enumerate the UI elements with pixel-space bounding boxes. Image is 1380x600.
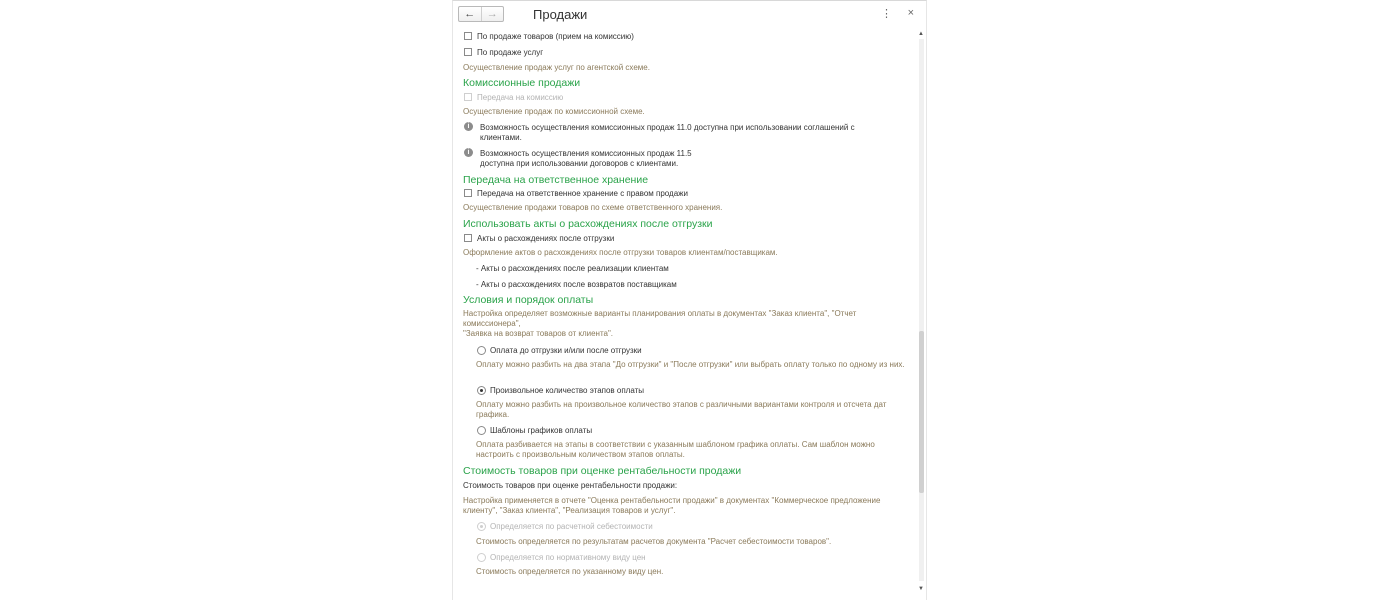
radio-payment-templates-label[interactable]: Шаблоны графиков оплаты: [490, 426, 593, 435]
checkbox-agency-goods[interactable]: [464, 32, 472, 40]
arrow-right-icon: →: [486, 8, 498, 20]
radio-payment-before-after[interactable]: [477, 346, 486, 355]
radio-selected-dot: [480, 389, 483, 392]
payment-description-line2: "Заявка на возврат товаров от клиента".: [463, 329, 614, 338]
checkbox-commission: [464, 93, 472, 101]
navigation-buttons: [458, 6, 504, 22]
commission-description: Осуществление продаж по комиссионной схеме.: [463, 107, 645, 116]
payment-description-line1: Настройка определяет возможные варианты планирования оплаты в документах "Заказ клиента", "Отчет комиссионера",: [463, 309, 857, 328]
scrollbar-thumb[interactable]: [919, 331, 924, 493]
forward-button[interactable]: [481, 7, 504, 21]
discrepancy-sub-1: - Акты о расхождениях после реализации клиентам: [476, 264, 669, 273]
radio-cost-normative: [477, 553, 486, 562]
heading-payment: Условия и порядок оплаты: [463, 294, 594, 306]
radio-cost-calculated: [477, 522, 486, 531]
arrow-left-icon: ←: [464, 8, 476, 20]
radio-cost-normative-description: Стоимость определяется по указанному виду цен.: [476, 567, 664, 576]
checkbox-commission-label: Передача на комиссию: [477, 93, 564, 102]
heading-custody: Передача на ответственное хранение: [463, 174, 649, 186]
page-title: Продажи: [533, 7, 588, 22]
close-icon[interactable]: ×: [907, 7, 914, 19]
radio-cost-calculated-description: Стоимость определяется по результатам расчетов документа "Расчет себестоимости товаров".: [476, 537, 832, 546]
info-icon: i: [464, 148, 473, 157]
radio-payment-arbitrary[interactable]: [477, 386, 486, 395]
checkbox-agency-services[interactable]: [464, 48, 472, 56]
cost-description: Настройка применяется в отчете "Оценка рентабельности продажи" в документах "Коммерческое предложение клиенту", "Заказ клиента", "Реализация товаров и услуг".: [463, 496, 881, 515]
commission-info-1: Возможность осуществления комиссионных продаж 11.0 доступна при использовании соглашений с клиентами.: [480, 123, 855, 142]
scroll-down-arrow-icon[interactable]: ▼: [918, 586, 924, 592]
more-vertical-icon[interactable]: ⋮: [881, 8, 892, 20]
checkbox-discrepancy-label[interactable]: Акты о расхождениях после отгрузки: [477, 234, 615, 243]
heading-cost: Стоимость товаров при оценке рентабельности продажи: [463, 465, 742, 477]
radio-cost-normative-label: Определяется по нормативному виду цен: [490, 553, 646, 562]
titlebar: [453, 1, 926, 29]
radio-payment-arbitrary-label[interactable]: Произвольное количество этапов оплаты: [490, 386, 645, 395]
heading-commission: Комиссионные продажи: [463, 77, 581, 89]
radio-payment-before-after-label[interactable]: Оплата до отгрузки и/или после отгрузки: [490, 346, 642, 355]
commission-info-2-line2: доступна при использовании договоров с клиентами.: [480, 159, 679, 168]
scrollbar-track[interactable]: [919, 39, 924, 581]
discrepancy-sub-2: - Акты о расхождениях после возвратов поставщикам: [476, 280, 677, 289]
checkbox-agency-goods-label[interactable]: По продаже товаров (прием на комиссию): [477, 32, 634, 41]
custody-description: Осуществление продажи товаров по схеме ответственного хранения.: [463, 203, 723, 212]
commission-info-2-line1: Возможность осуществления комиссионных продаж 11.5: [480, 149, 692, 158]
radio-payment-arbitrary-description: Оплату можно разбить на произвольное количество этапов с различными вариантами контроля и отсчета дат графика.: [476, 400, 887, 419]
radio-payment-before-after-description: Оплату можно разбить на два этапа "До отгрузки" и "После отгрузки" или выбрать оплату только по одному из них.: [476, 360, 905, 369]
sales-settings-window: [452, 0, 927, 600]
checkbox-custody-label[interactable]: Передача на ответственное хранение с правом продажи: [477, 189, 688, 198]
radio-selected-dot: [480, 525, 483, 528]
radio-payment-templates[interactable]: [477, 426, 486, 435]
radio-payment-templates-description: Оплата разбивается на этапы в соответствии с указанным шаблоном графика оплаты. Сам шаблон можно настроить с произвольным количеством этапов оплаты.: [476, 440, 875, 459]
discrepancy-description: Оформление актов о расхождениях после отгрузки товаров клиентам/поставщикам.: [463, 248, 778, 257]
agency-description: Осуществление продаж услуг по агентской схеме.: [463, 63, 650, 72]
back-button[interactable]: [459, 7, 481, 21]
scroll-up-arrow-icon[interactable]: ▲: [918, 31, 924, 37]
checkbox-agency-services-label[interactable]: По продаже услуг: [477, 48, 544, 57]
info-icon: i: [464, 122, 473, 131]
heading-discrepancy: Использовать акты о расхождениях после отгрузки: [463, 218, 713, 230]
cost-label: Стоимость товаров при оценке рентабельности продажи:: [463, 481, 678, 490]
checkbox-discrepancy[interactable]: [464, 234, 472, 242]
radio-cost-calculated-label: Определяется по расчетной себестоимости: [490, 522, 653, 531]
checkbox-custody[interactable]: [464, 189, 472, 197]
